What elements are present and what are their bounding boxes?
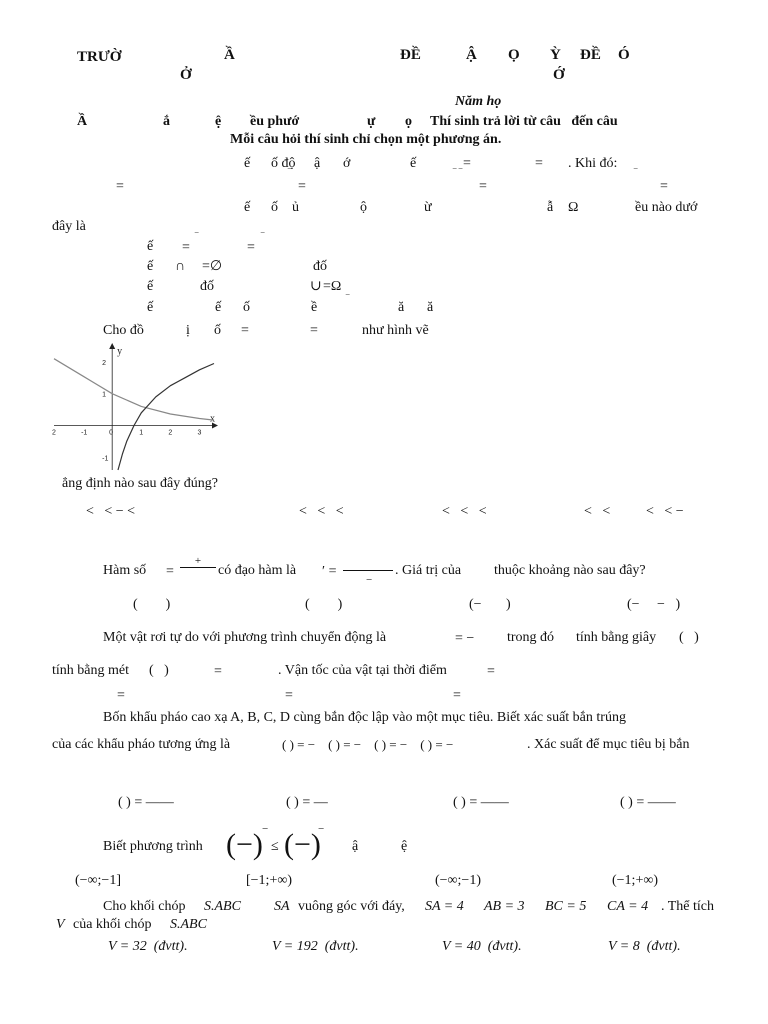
q4-equals: =: [166, 564, 174, 579]
q4-fraction-top: +: [180, 556, 216, 568]
q5-text: trong đó: [507, 630, 555, 645]
q6-text: của các khẩu pháo tương ứng là: [52, 737, 231, 752]
q2-option-d: ă: [398, 300, 405, 315]
q7-exponent: −: [318, 823, 325, 835]
q2-option-b: đố: [313, 259, 327, 274]
x-tick-label: -1: [81, 429, 88, 437]
q1-option: =: [298, 179, 306, 194]
q4-option-c: (− ): [469, 597, 511, 612]
exam-title-fragment: Ọ: [508, 47, 520, 63]
part-title-fragment: ệ: [215, 114, 222, 129]
q2-option-d: ế: [147, 300, 154, 315]
school-name-fragment: Ở: [180, 67, 192, 83]
q5-equals: =: [214, 664, 222, 679]
q2-option-a: ‾: [261, 233, 265, 244]
x-tick-label: 0: [109, 429, 114, 437]
y-tick-label: 1: [102, 391, 107, 399]
q6-option-b: ( ) = ―: [286, 795, 328, 810]
q4-option-d: (− − ): [627, 597, 681, 612]
q8-math: S.ABC: [170, 917, 207, 932]
q2-option-c: =Ω: [323, 279, 342, 294]
q3-option-a: < < − <: [86, 504, 136, 519]
q6-option-c: ( ) = ――: [453, 795, 509, 810]
q7-paren-left: (−): [226, 828, 263, 861]
instruction-line: Mỗi câu hỏi thí sinh chỉ chọn một phương án.: [230, 132, 502, 147]
q8-option-a: V = 32 (đvtt).: [108, 939, 188, 954]
q5-paren: ( ): [679, 630, 699, 645]
q2-option-d: ă: [427, 300, 434, 315]
q7-option-b: [−1;+∞): [246, 873, 292, 888]
q1-fragment: ớ: [343, 156, 351, 171]
function-graph: [52, 342, 222, 474]
q6-option-d: ( ) = ――: [620, 795, 676, 810]
q2-option-a: ‾: [195, 233, 199, 244]
q5-equals: =: [487, 664, 495, 679]
q1-option: =: [660, 179, 668, 194]
q2-fragment: ều nào dướ: [635, 200, 698, 215]
y-tick-label: 2: [102, 359, 107, 367]
school-year: Năm họ: [455, 94, 502, 109]
q1-fragment: . Khi đó:: [568, 156, 618, 171]
x-tick-label: 1: [139, 429, 144, 437]
q3-stem: =: [241, 323, 249, 338]
q3-stem: ố: [214, 323, 221, 338]
y-axis-arrow: [109, 343, 115, 349]
q2-option-a: ế: [147, 239, 154, 254]
q7-option-a: (−∞;−1]: [75, 873, 121, 888]
q7-inequality: ≤: [271, 839, 279, 854]
q1-fragment: ế: [410, 156, 417, 171]
q5-option: =: [117, 688, 125, 703]
q4-fraction-bar: [343, 570, 393, 571]
q5-text: Một vật rơi tự do với phương trình chuyển động là: [103, 630, 387, 645]
q2-option-c: đố: [200, 279, 214, 294]
q2-option-a: =: [182, 240, 190, 255]
q2-option-b: ∩: [175, 259, 186, 274]
exam-title-fragment: Ớ: [553, 67, 565, 83]
part-title-fragment: ắ: [163, 114, 170, 129]
q3-stem: như hình vẽ: [362, 323, 429, 338]
q4-fraction-bottom: −: [366, 574, 373, 586]
q2-option-b: ế: [147, 259, 154, 274]
q5-option: =: [285, 688, 293, 703]
x-tick-label: 2: [52, 429, 56, 437]
q8-math: SA = 4: [425, 899, 464, 914]
q8-text: Cho khối chóp: [103, 899, 186, 914]
q8-text: . Thể tích: [661, 899, 715, 914]
q1-option: ‾: [288, 169, 292, 180]
y-tick-label: -1: [102, 455, 109, 463]
q8-math: SA: [274, 899, 290, 914]
q4-text: thuộc khoảng nào sau đây?: [494, 563, 646, 578]
q7-option-c: (−∞;−1): [435, 873, 481, 888]
q4-text: Hàm số: [103, 563, 147, 578]
q4-text: . Giá trị của: [395, 563, 462, 578]
q2-fragment: Ω: [568, 200, 579, 215]
q2-fragment: ộ: [360, 200, 367, 215]
q3-option-d2: < < −: [646, 504, 684, 519]
q3-stem: =: [310, 323, 318, 338]
q1-fragment: =: [535, 156, 543, 171]
q5-equation: = −: [455, 631, 475, 646]
q3-stem: ị: [186, 323, 190, 338]
exam-title-fragment: Ó: [618, 47, 630, 63]
x-tick-label: 3: [197, 429, 202, 437]
x-tick-label: 2: [168, 429, 173, 437]
q8-text: của khối chóp: [73, 917, 152, 932]
part-title-fragment: Ầ: [77, 114, 88, 129]
q8-text: vuông góc với đáy,: [298, 899, 405, 914]
part-title-fragment: ều phướ: [250, 114, 300, 129]
exam-title-fragment: ĐỀ: [580, 47, 601, 63]
q1-fragment: ế: [244, 156, 251, 171]
q4-option-b: ( ): [305, 597, 343, 612]
function-curve-2: [118, 364, 214, 471]
q8-option-b: V = 192 (đvtt).: [272, 939, 359, 954]
q2-option-b: =∅: [202, 259, 223, 274]
q5-paren: ( ): [149, 663, 169, 678]
q4-text: có đạo hàm là: [218, 563, 297, 578]
q2-option-d: ‾: [346, 295, 350, 306]
q7-option-d: (−1;+∞): [612, 873, 658, 888]
part-title-fragment: ự: [367, 114, 376, 129]
x-axis-label: x: [210, 413, 215, 425]
q1-option: ‾ ‾: [453, 169, 463, 180]
q4-prime: ′ =: [322, 564, 337, 579]
q2-fragment: ẫ: [547, 200, 554, 215]
q2-option-a: =: [247, 240, 255, 255]
q8-option-d: V = 8 (đvtt).: [608, 939, 681, 954]
q1-fragment: ố độ: [271, 156, 296, 171]
q7-tail: ậ: [352, 839, 359, 854]
q7-tail: ệ: [401, 839, 408, 854]
function-curve-1: [54, 359, 214, 420]
school-name-fragment: Ầ: [224, 47, 235, 63]
exam-title-fragment: ĐỀ: [400, 47, 421, 63]
q2-fragment: ố: [271, 200, 278, 215]
q7-stem: Biết phương trình: [103, 839, 203, 854]
q2-option-c: ∪: [310, 279, 322, 294]
q8-math: V: [56, 917, 65, 932]
q2-fragment: ừ: [424, 200, 432, 215]
q6-text: . Xác suất để mục tiêu bị bắn: [527, 737, 690, 752]
q4-option-a: ( ): [133, 597, 171, 612]
instruction-line: Thí sinh trả lời từ câu đến câu: [430, 114, 618, 129]
q2-option-d: ố: [243, 300, 250, 315]
q3-option-d: < <: [584, 504, 611, 519]
q2-option-d: ế: [215, 300, 222, 315]
q3-option-c: < < <: [442, 504, 487, 519]
q1-option: =: [116, 179, 124, 194]
part-title-fragment: ọ: [405, 114, 412, 129]
q2-stem-tail: đây là: [52, 219, 86, 234]
q2-fragment: ủ: [292, 200, 299, 215]
exam-title-fragment: Ậ: [466, 47, 477, 63]
q5-text: tính bằng mét: [52, 663, 129, 678]
q3-option-b: < < <: [299, 504, 344, 519]
exam-title-fragment: Ỳ: [550, 47, 561, 63]
q5-option: =: [453, 688, 461, 703]
q2-option-c: ế: [147, 279, 154, 294]
q3-question: ẳng định nào sau đây đúng?: [62, 476, 218, 491]
q1-fragment: ậ: [314, 156, 321, 171]
q8-math: BC = 5: [545, 899, 587, 914]
q8-math: CA = 4: [607, 899, 649, 914]
q5-text: tính bằng giây: [576, 630, 657, 645]
q7-paren-right: (−): [284, 828, 321, 861]
q8-option-c: V = 40 (đvtt).: [442, 939, 522, 954]
q7-exponent: −: [262, 823, 269, 835]
q8-math: AB = 3: [484, 899, 525, 914]
school-name-fragment: TRƯỜ: [77, 49, 122, 65]
q1-option: ‾: [634, 169, 638, 180]
q1-option: =: [479, 179, 487, 194]
q5-text: . Vận tốc của vật tại thời điểm: [278, 663, 447, 678]
q1-fragment: =: [463, 156, 471, 171]
q2-option-d: ề: [311, 300, 318, 315]
q6-text: Bốn khẩu pháo cao xạ A, B, C, D cùng bắn độc lập vào một mục tiêu. Biết xác suất bắn trúng: [103, 710, 626, 725]
q3-stem: Cho đồ: [103, 323, 144, 338]
q6-probabilities: ( ) = − ( ) = − ( ) = − ( ) = −: [282, 737, 454, 752]
y-axis-label: y: [117, 346, 123, 357]
q2-fragment: ế: [244, 200, 251, 215]
q6-option-a: ( ) = ――: [118, 795, 174, 810]
q8-math: S.ABC: [204, 899, 241, 914]
